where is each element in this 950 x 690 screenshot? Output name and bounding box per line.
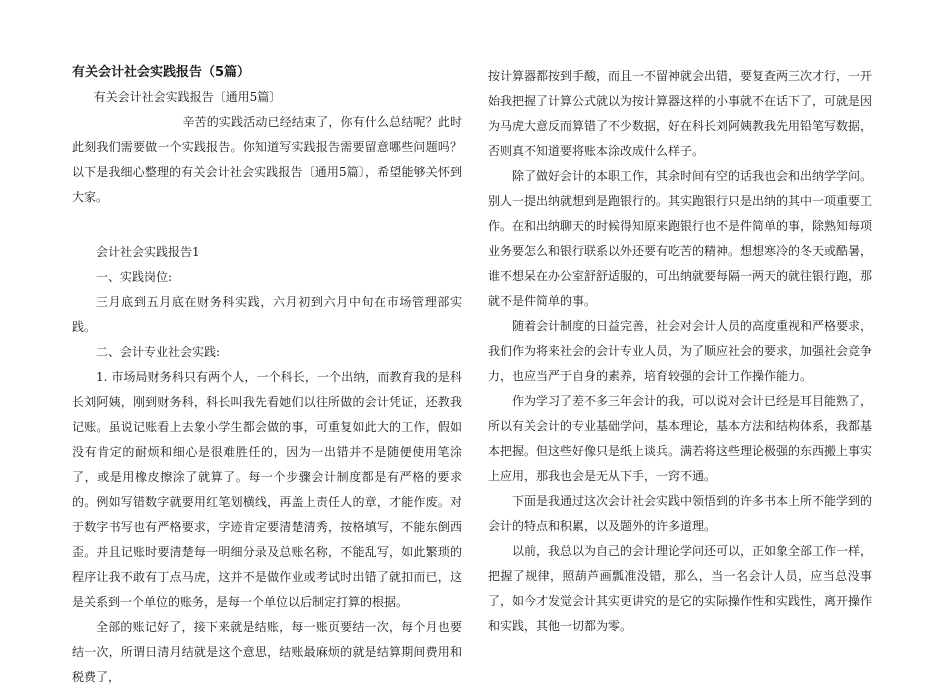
- body-paragraph: 按计算器都按到手酸，而且一不留神就会出错，要复查两三次才行，一开始我把握了计算公式就以为按计算器这样的小事就不在话下了，可就是因为马虎大意反而算错了不少数据，好在科长刘阿姨教我先用铅笔写数据，否则真不知道要将账本涂改成什么样子。: [488, 69, 873, 158]
- section-heading-2: 二、会计专业社会实践:: [96, 345, 221, 359]
- body-paragraph: 1. 市场局财务科只有两个人，一个科长，一个出纳，而教育我的是科长刘阿姨，刚到财务科，科长叫我先看她们以往所做的会计凭证，还教我记账。虽说记账看上去象小学生都会做的事，可重复如此大的工作，假如没有肯定的耐烦和细心是很难胜任的，因为一出错并不是随便使用笔涂了，或是用橡皮擦涂了就算了。每一个步骤会计制度都是有严格的要求的。例如写错数字就要用红笔划横线，再盖上责任人的章，才能作废。对于数字书写也有严格要求，字迹肯定要清楚清秀，按格填写，不能东倒西歪。并且记账时要清楚每一明细分录及总账名称，不能乱写，如此繁琐的程序让我不敢有丁点马虎，这并不是做作业或考试时出错了就扣而已，这是关系到一个单位的账务，是每一个单位以后制定打算的根据。: [72, 370, 462, 609]
- intro-paragraph: 辛苦的实践活动已经结束了，你有什么总结呢？此时此刻我们需要做一个实践报告。你知道写实践报告需要留意哪些问题吗？以下是我细心整理的有关会计社会实践报告〔通用5篇〕，希望能够关怀到大家。: [72, 115, 462, 204]
- body-paragraph: 下面是我通过这次会计社会实践中领悟到的许多书本上所不能学到的会计的特点和积累，以及题外的许多道理。: [488, 494, 873, 533]
- report-heading: 会计社会实践报告1: [96, 245, 200, 259]
- body-paragraph: 以前，我总以为自己的会计理论学问还可以，正如象全部工作一样，把握了规律，照葫芦画瓢准没错，那么，当一名会计人员，应当总没事了，如今才发觉会计其实更讲究的是它的实际操作性和实践性，离开操作和实践，其他一切都为零。: [488, 544, 873, 633]
- blank-line: [72, 210, 462, 240]
- right-column: [488, 64, 872, 639]
- body-paragraph: 全部的账记好了，接下来就是结账，每一账页要结一次，每个月也要结一次，所谓日清月结就是这个意思，结账最麻烦的就是结算期间费用和税费了，: [72, 620, 462, 684]
- document-title: 有关会计社会实践报告（5篇）: [72, 65, 251, 80]
- left-column: [72, 60, 462, 690]
- body-paragraph: 随着会计制度的日益完善，社会对会计人员的高度重视和严格要求，我们作为将来社会的会计专业人员，为了顺应社会的要求，加强社会竞争力，也应当严于自身的素养，培育较强的会计工作操作能力。: [488, 319, 873, 383]
- body-paragraph: 作为学习了差不多三年会计的我，可以说对会计已经是耳目能熟了，所以有关会计的专业基础学问，基本理论，基本方法和结构体系，我都基本把握。但这些好像只是纸上谈兵。满若将这些理论极强的东西搬上事实上应用，那我也会是无从下手，一窍不通。: [488, 394, 873, 483]
- document-subtitle: 有关会计社会实践报告〔通用5篇〕: [93, 90, 282, 104]
- section-text-1: 三月底到五月底在财务科实践，六月初到六月中旬在市场管理部实践。: [72, 295, 462, 334]
- body-paragraph: 除了做好会计的本职工作，其余时间有空的话我也会和出纳学学问。别人一提出纳就想到是跑银行的。其实跑银行只是出纳的其中一项重要工作。在和出纳聊天的时候得知原来跑银行也不是件简单的事，除熟知每项业务要怎么和银行联系以外还要有吃苦的精神。想想寒冷的冬天或酷暑，谁不想呆在办公室舒舒适服的，可出纳就要每隔一两天的就往银行跑，那就不是件简单的事。: [488, 169, 873, 308]
- section-heading-1: 一、实践岗位:: [96, 270, 173, 284]
